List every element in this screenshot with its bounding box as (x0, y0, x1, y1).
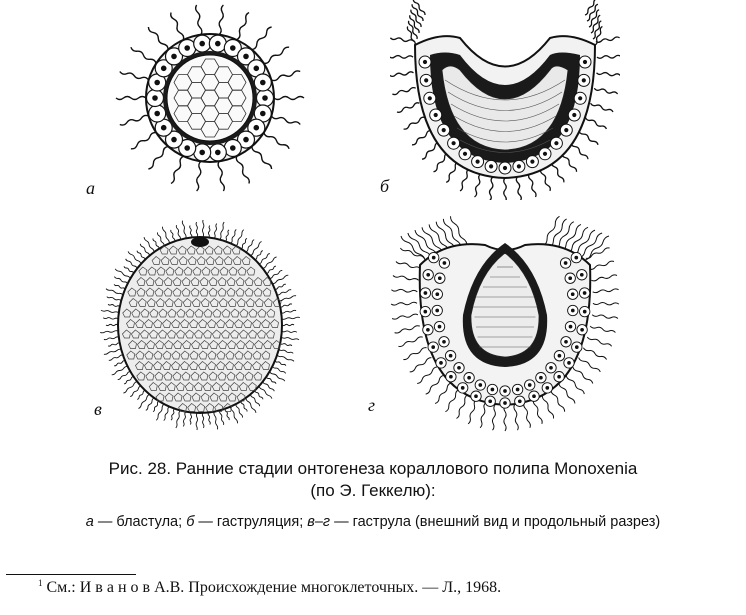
panel-label-b: б (380, 176, 390, 196)
footnote (38, 578, 501, 597)
legend-text-b: — гаструляция; (194, 514, 308, 530)
footnote-marker: 1 (38, 578, 43, 588)
footnote-divider (6, 574, 136, 575)
legend-text-vg: — гаструла (внешний вид и продольный разрез) (330, 514, 661, 530)
legend-key-b: б (186, 514, 195, 530)
panel-label-v: в (94, 399, 102, 419)
caption-title-line2: (по Э. Геккелю): (310, 481, 436, 500)
legend-key-a: а (85, 514, 94, 530)
footnote-text: См.: И в а н о в А.В. Происхождение многоклеточных. — Л., 1968. (46, 579, 502, 596)
panel-label-a: а (86, 178, 95, 198)
panel-label-g: г (368, 395, 376, 415)
gastrula-external-drawing (100, 220, 310, 430)
blastula-drawing (100, 0, 320, 200)
figure-legend (6, 512, 740, 532)
caption-title-line1: Рис. 28. Ранние стадии онтогенеза кораллового полипа Monoxenia (108, 459, 638, 478)
gastrulation-drawing (390, 0, 620, 200)
gastrula-section-drawing (375, 205, 635, 435)
figure-caption-title (0, 458, 746, 502)
legend-text-a: — бластула; (93, 514, 187, 530)
legend-key-vg: в–г (307, 514, 331, 530)
